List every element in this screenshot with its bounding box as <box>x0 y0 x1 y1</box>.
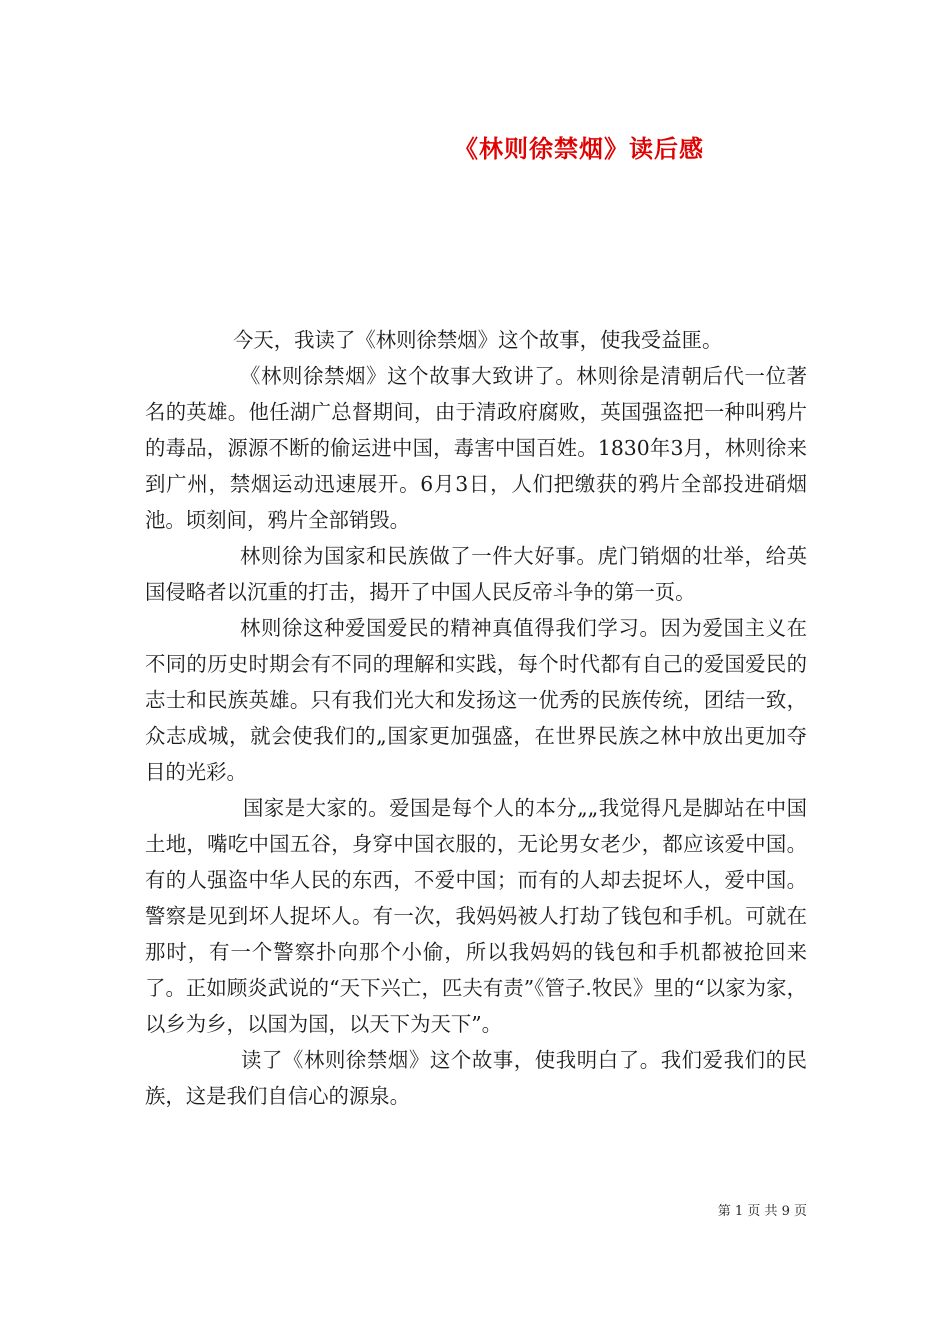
document-body <box>145 322 807 1114</box>
page-number-footer: 第 1 页 共 9 页 <box>717 1204 807 1219</box>
paragraph-5: 国家是大家的。爱国是每个人的本分„„我觉得凡是脚站在中国土地，嘴吃中国五谷，身穿中国衣服的，无论男女老少，都应该爱中国。有的人强盗中华人民的东西，不爱中国；而有的人却去捉坏人，爱中国。警察是见到坏人捉坏人。有一次，我妈妈被人打劫了钱包和手机。可就在那时，有一个警察扑向那个小偷，所以我妈妈的钱包和手机都被抢回来了。正如顾炎武说的“天下兴亡，匹夫有责”《管子.牧民》里的“以家为家，以乡为乡，以国为国，以天下为天下”。 <box>145 796 807 1036</box>
paragraph-6: 读了《林则徐禁烟》这个故事，使我明白了。我们爱我们的民族，这是我们自信心的源泉。 <box>145 1048 807 1108</box>
paragraph-4: 林则徐这种爱国爱民的精神真值得我们学习。因为爱国主义在不同的历史时期会有不同的理解和实践，每个时代都有自己的爱国爱民的志士和民族英雄。只有我们光大和发扬这一优秀的民族传统，团结一致，众志成城，就会使我们的„国家更加强盛，在世界民族之林中放出更加夺目的光彩。 <box>145 616 807 784</box>
document-title: 《林则徐禁烟》读后感 <box>454 134 704 163</box>
paragraph-2: 《林则徐禁烟》这个故事大致讲了。林则徐是清朝后代一位著名的英雄。他任湖广总督期间，由于清政府腐败，英国强盗把一种叫鸦片的毒品，源源不断的偷运进中国，毒害中国百姓。1830年3月，林则徐来到广州，禁烟运动迅速展开。6月3日，人们把缴获的鸦片全部投进硝烟池。顷刻间，鸦片全部销毁。 <box>145 364 807 532</box>
paragraph-1: 今天，我读了《林则徐禁烟》这个故事，使我受益匪。 <box>233 328 723 352</box>
paragraph-3: 林则徐为国家和民族做了一件大好事。虎门销烟的壮举，给英国侵略者以沉重的打击，揭开了中国人民反帝斗争的第一页。 <box>145 544 807 604</box>
